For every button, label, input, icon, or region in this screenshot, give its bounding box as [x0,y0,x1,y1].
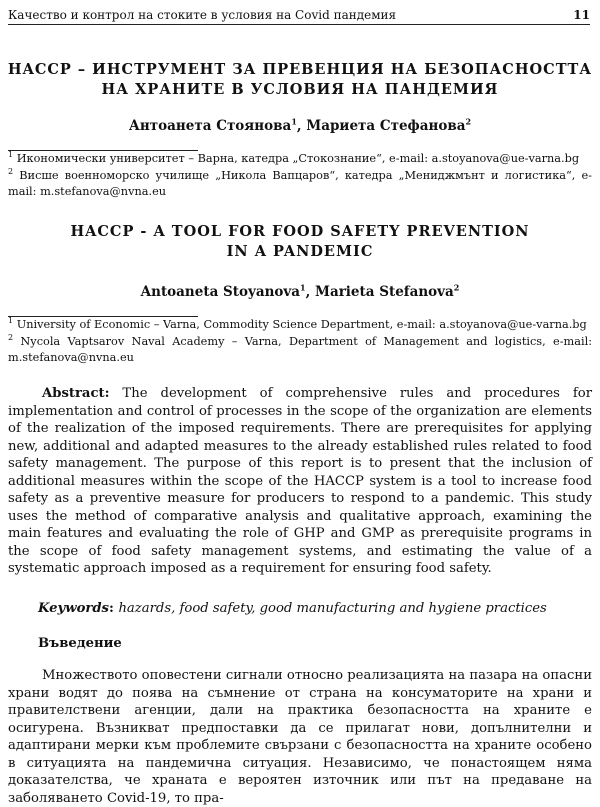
en-author-1: Antoaneta Stoyanova [140,284,301,300]
en-author-2: Marieta Stefanova [315,284,454,300]
page-number: 11 [573,8,590,22]
en-title [0,222,600,262]
bg-footnote-2-text: Висше военноморско училище „Никола Вапцаров“, катедра „Мениджмънт и логистика“, e-mail: m.stefanova@nvna.eu [8,169,592,198]
bg-title-line-1: HACCP – ИНСТРУМЕНТ ЗА ПРЕВЕНЦИЯ НА БЕЗОПАСНОСТТА [7,61,593,78]
affiliation-marker: 1 [291,116,297,127]
abstract-paragraph [8,385,592,578]
running-title: Качество и контрол на стоките в условия на Covid пандемия [8,8,397,22]
en-title-line-2: IN A PANDEMIC [226,243,374,260]
running-header [8,2,590,25]
en-authors [0,284,600,300]
en-title-line-1: HACCP - A TOOL FOR FOOD SAFETY PREVENTION [70,223,530,240]
footnote-marker: 2 [8,167,14,177]
affiliation-marker: 1 [300,282,306,293]
bg-footnote-1-text: Икономически университет – Варна, катедра „Стокознание“, e-mail: a.stoyanova@ue-varna.bg [16,152,580,165]
abstract-text: The development of comprehensive rules and procedures for implementation and control of processes in the scope of the organization are elements of the realization of the imposed requirements. There are prerequisites for applying new, additional and adapted measures to the already established rules related to food safety management. The purpose of this report is to present that the inclusion of additional measures within the scope of the HACCP system is a tool to increase food safety as a preventive measure for producers to respond to a pandemic. This study uses the method of comparative analysis and qualitative approach, examining the main features and evaluating the role of GHP and GMP as prerequisite programs in the scope of food safety management systems, and estimating the value of a systematic approach imposed as a requirement for ensuring food safety. [8,386,592,576]
bg-footnote-2 [8,168,592,200]
keywords-line [38,600,592,617]
abstract-label: Abstract: [42,386,110,401]
keywords-label: Keywords [38,601,109,616]
bg-footnote-1 [8,151,592,167]
keywords-text: hazards, food safety, good manufacturing and hygiene practices [118,601,547,616]
footnote-marker: 1 [8,150,14,160]
author-separator: , [305,284,315,300]
en-footnote-2 [8,334,592,366]
bg-authors [0,118,600,134]
keywords-colon: : [108,601,119,616]
en-footnote-2-text: Nycola Vaptsarov Naval Academy – Varna, Department of Management and logistics, e-mail: m.stefanova@nvna.eu [8,335,592,364]
section-heading-introduction: Въведение [38,636,122,651]
affiliation-marker: 2 [453,282,460,293]
footnote-marker: 1 [8,316,14,326]
bg-author-2: Мариета Стефанова [306,118,466,134]
affiliation-marker: 2 [465,116,472,127]
author-separator: , [296,118,307,134]
footnote-marker: 2 [8,333,14,343]
introduction-paragraph: Множеството оповестени сигнали относно реализацията на пазара на опасни храни водят до поява на съмнение от страна на консуматорите на храни и правителствени агенции, дали на практика безопасността на храните е осигурена. Възникват предпоставки да се прилагат нови, допълнителни и адаптирани мерки към проблемите свързани с безопасността на храните особено в ситуацията на пандемична ситуация. Независимо, че понастоящем няма доказателства, че храната е вероятен източник или път на предаване на заболяването Covid-19, то пра- [8,668,592,806]
bg-author-1: Антоанета Стоянова [128,118,292,134]
en-footnote-1 [8,317,592,333]
en-footnote-1-text: University of Economic – Varna, Commodity Science Department, e-mail: a.stoyanova@ue-varna.bg [16,318,587,331]
bg-title-line-2: НА ХРАНИТЕ В УСЛОВИЯ НА ПАНДЕМИЯ [101,81,499,98]
bg-title [0,60,600,100]
